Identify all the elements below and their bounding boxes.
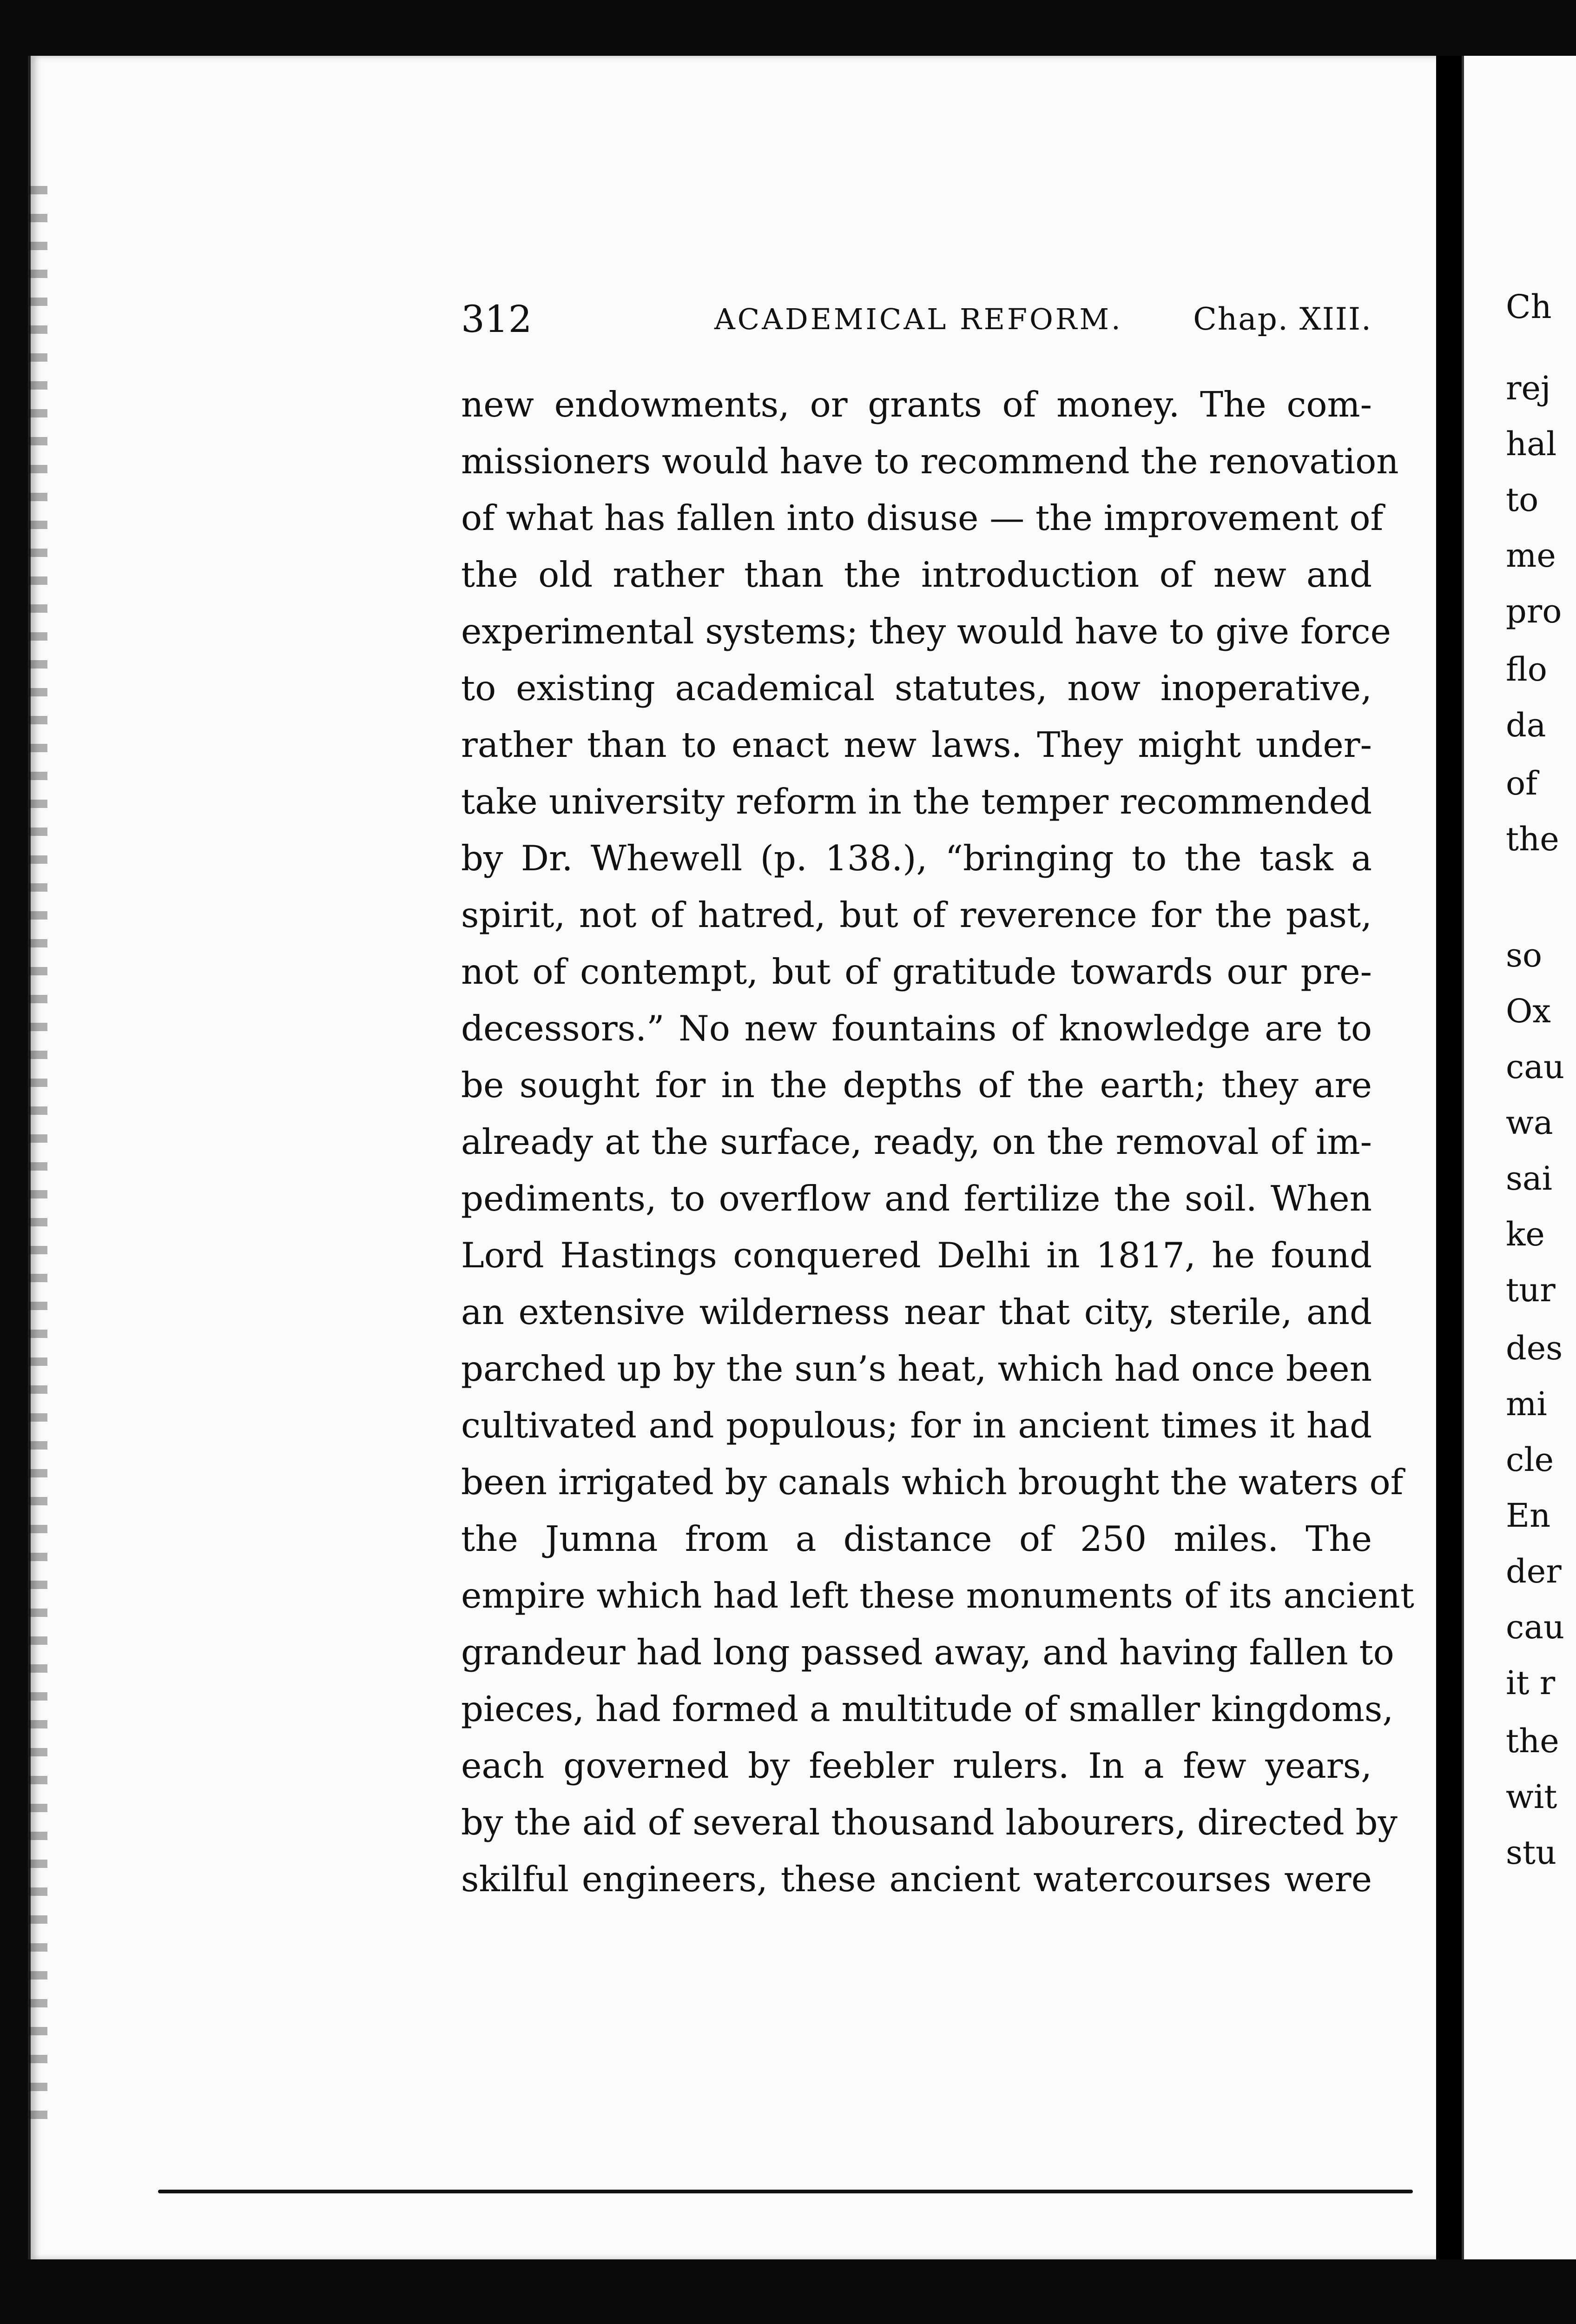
chapter-label: Chap. XIII. [1193,301,1372,337]
text-line: the Jumna from a distance of 250 miles. The [461,1518,1372,1559]
text-line: not of contempt, but of gratitude towards our pre- [461,951,1372,992]
facing-page-fragment: cau [1506,1048,1565,1086]
facing-page-fragment: mi [1506,1385,1547,1423]
text-line: missioners would have to recommend the renovation [461,441,1399,482]
facing-page-fragment: me [1506,536,1556,575]
text-line: an extensive wilderness near that city, sterile, and [461,1291,1372,1332]
facing-page-fragment: the [1506,820,1559,858]
facing-page-fragment: pro [1506,592,1562,630]
facing-page-fragment: des [1506,1329,1563,1367]
binding-edge [29,186,47,2139]
text-line: be sought for in the depths of the earth; they are [461,1065,1372,1106]
text-line: take university reform in the temper recommended [461,781,1372,822]
facing-page-fragment: sai [1506,1159,1553,1198]
text-line: pediments, to overflow and fertilize the soil. When [461,1178,1372,1219]
facing-page-fragment: rej [1506,369,1551,407]
facing-page-fragment: wa [1506,1104,1553,1142]
facing-page-fragment: tur [1506,1271,1556,1309]
text-line: skilful engineers, these ancient watercourses were [461,1859,1372,1900]
facing-page-fragment: Ch [1506,288,1552,326]
facing-page-fragment: hal [1506,425,1557,463]
facing-page-fragment: of [1506,764,1538,802]
running-title: ACADEMICAL REFORM. [714,302,1123,336]
body-text [461,381,1414,1915]
text-line: already at the surface, ready, on the removal of im- [461,1121,1372,1162]
text-line: the old rather than the introduction of new and [461,554,1372,595]
text-line: empire which had left these monuments of its ancient [461,1575,1414,1616]
facing-page-fragment: Ox [1506,992,1551,1030]
text-line: of what has fallen into disuse — the improvement of [461,497,1384,538]
facing-page-fragment: stu [1506,1834,1557,1872]
facing-page-fragment: En [1506,1496,1551,1535]
facing-page-fragment: to [1506,481,1539,519]
facing-page-fragment: da [1506,706,1546,744]
facing-page-fragment: so [1506,936,1543,974]
facing-page-text [1506,0,1576,2324]
facing-page-fragment: der [1506,1552,1562,1590]
text-line: to existing academical statutes, now inoperative, [461,668,1372,708]
text-line: by Dr. Whewell (p. 138.), “bringing to the task a [461,838,1372,879]
text-line: grandeur had long passed away, and having fallen to [461,1632,1394,1673]
text-line: new endowments, or grants of money. The com- [461,384,1372,425]
text-line: pieces, had formed a multitude of smaller kingdoms, [461,1688,1394,1729]
page-header [461,298,1372,349]
page-gutter [1436,56,1462,2259]
facing-page-fragment: the [1506,1722,1559,1760]
facing-page-fragment: wit [1506,1778,1557,1816]
facing-page-fragment: it r [1506,1664,1556,1702]
text-line: spirit, not of hatred, but of reverence for the past, [461,894,1372,935]
facing-page-fragment: ke [1506,1215,1545,1253]
text-line: cultivated and populous; for in ancient times it had [461,1405,1372,1446]
text-line: been irrigated by canals which brought the waters of [461,1462,1404,1503]
text-line: Lord Hastings conquered Delhi in 1817, he found [461,1235,1372,1276]
bottom-page-edge-line [158,2190,1413,2193]
page-number: 312 [461,298,532,341]
facing-page-fragment: cle [1506,1441,1554,1479]
facing-page-fragment: flo [1506,650,1547,689]
text-line: decessors.” No new fountains of knowledge are to [461,1008,1372,1049]
facing-page-fragment: cau [1506,1608,1565,1646]
text-line: by the aid of several thousand labourers, directed by [461,1802,1398,1843]
text-line: parched up by the sun’s heat, which had once been [461,1348,1372,1389]
text-line: each governed by feebler rulers. In a few years, [461,1745,1372,1786]
text-line: experimental systems; they would have to give force [461,611,1391,652]
text-line: rather than to enact new laws. They might under- [461,724,1372,765]
